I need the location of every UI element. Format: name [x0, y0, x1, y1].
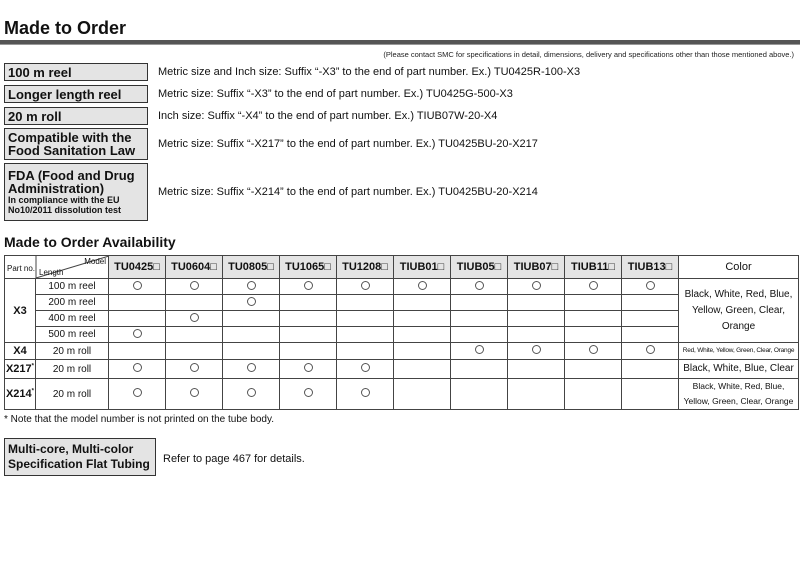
availability-cell [622, 360, 679, 379]
model-header: TU1065□ [280, 256, 337, 279]
available-circle-icon [133, 388, 142, 397]
corner-part-no: Part no. [7, 264, 36, 273]
availability-cell [394, 379, 451, 410]
availability-cell [565, 279, 622, 295]
available-circle-icon [190, 313, 199, 322]
availability-cell [451, 311, 508, 327]
mto-label-100m-reel: 100 m reel [4, 63, 148, 81]
length-cell: 100 m reel [36, 279, 109, 295]
available-circle-icon [304, 281, 313, 290]
availability-cell [394, 311, 451, 327]
available-circle-icon [646, 281, 655, 290]
color-cell: Black, White, Blue, Clear [679, 360, 799, 379]
availability-cell [166, 360, 223, 379]
contact-note: (Please contact SMC for specifications in detail, dimensions, delivery and specifications other than those mentioned above.) [383, 50, 794, 59]
available-circle-icon [361, 281, 370, 290]
availability-cell [508, 295, 565, 311]
table-row [5, 343, 799, 360]
availability-cell [508, 360, 565, 379]
available-circle-icon [247, 281, 256, 290]
availability-cell [109, 311, 166, 327]
available-circle-icon [418, 281, 427, 290]
availability-cell [280, 360, 337, 379]
availability-cell [109, 379, 166, 410]
mto-desc-100m-reel: Metric size and Inch size: Suffix “-X3” to the end of part number. Ex.) TU0425R-100-X3 [158, 66, 581, 78]
footnote: * Note that the model number is not printed on the tube body. [4, 414, 274, 425]
availability-cell [508, 311, 565, 327]
availability-title: Made to Order Availability [4, 234, 176, 250]
available-circle-icon [304, 388, 313, 397]
availability-cell [508, 327, 565, 343]
model-header: TU0805□ [223, 256, 280, 279]
availability-cell [508, 279, 565, 295]
availability-cell [223, 343, 280, 360]
length-cell: 200 m reel [36, 295, 109, 311]
table-row [5, 379, 799, 410]
availability-cell [508, 379, 565, 410]
availability-cell [337, 311, 394, 327]
availability-cell [565, 295, 622, 311]
available-circle-icon [361, 363, 370, 372]
part-no-cell: X217* [5, 360, 36, 379]
availability-cell [451, 360, 508, 379]
available-circle-icon [247, 363, 256, 372]
available-circle-icon [532, 345, 541, 354]
availability-cell [565, 379, 622, 410]
model-header: TU0425□ [109, 256, 166, 279]
available-circle-icon [190, 388, 199, 397]
available-circle-icon [475, 281, 484, 290]
model-header: TIUB13□ [622, 256, 679, 279]
availability-cell [508, 343, 565, 360]
availability-cell [166, 311, 223, 327]
availability-cell [451, 295, 508, 311]
availability-table [4, 255, 799, 410]
availability-cell [109, 360, 166, 379]
availability-cell [565, 360, 622, 379]
table-row [5, 360, 799, 379]
multi-core-reference: Refer to page 467 for details. [163, 453, 305, 465]
availability-cell [223, 295, 280, 311]
page-title: Made to Order [4, 18, 127, 38]
table-row [5, 279, 799, 295]
availability-cell [337, 343, 394, 360]
available-circle-icon [532, 281, 541, 290]
mto-label-fda: FDA (Food and Drug Administration) In compliance with the EU No10/2011 dissolution test [4, 163, 148, 221]
corner-length: Length [39, 268, 64, 277]
available-circle-icon [361, 388, 370, 397]
availability-cell [337, 279, 394, 295]
availability-cell [622, 343, 679, 360]
availability-cell [451, 279, 508, 295]
availability-cell [109, 343, 166, 360]
availability-cell [337, 379, 394, 410]
length-cell: 500 m reel [36, 327, 109, 343]
color-cell: Black, White, Red, Blue, Yellow, Green, Clear, Orange [679, 379, 799, 410]
mto-desc-20m-roll: Inch size: Suffix “-X4” to the end of part number. Ex.) TIUB07W-20-X4 [158, 110, 498, 122]
mto-label-20m-roll: 20 m roll [4, 107, 148, 125]
availability-cell [394, 279, 451, 295]
part-no-cell: X4 [5, 343, 36, 360]
availability-cell [337, 295, 394, 311]
available-circle-icon [133, 281, 142, 290]
availability-cell [166, 327, 223, 343]
available-circle-icon [304, 363, 313, 372]
corner-header [5, 256, 109, 279]
availability-cell [223, 327, 280, 343]
availability-cell [223, 311, 280, 327]
availability-cell [280, 343, 337, 360]
corner-model: Model [84, 257, 106, 266]
available-circle-icon [133, 329, 142, 338]
model-header: TU0604□ [166, 256, 223, 279]
availability-cell [622, 311, 679, 327]
length-cell: 20 m roll [36, 360, 109, 379]
available-circle-icon [190, 363, 199, 372]
availability-cell [622, 295, 679, 311]
availability-cell [280, 327, 337, 343]
mto-desc-food-sanitation: Metric size: Suffix “-X217” to the end of part number. Ex.) TU0425BU-20-X217 [158, 138, 538, 150]
availability-cell [166, 343, 223, 360]
availability-cell [394, 343, 451, 360]
availability-cell [223, 279, 280, 295]
availability-cell [166, 295, 223, 311]
length-cell: 20 m roll [36, 379, 109, 410]
availability-cell [223, 379, 280, 410]
availability-cell [166, 279, 223, 295]
availability-cell [622, 379, 679, 410]
availability-cell [109, 279, 166, 295]
mto-label-longer-reel: Longer length reel [4, 85, 148, 103]
availability-cell [280, 311, 337, 327]
availability-cell [451, 379, 508, 410]
available-circle-icon [589, 281, 598, 290]
availability-cell [280, 379, 337, 410]
availability-cell [451, 343, 508, 360]
availability-cell [280, 279, 337, 295]
multi-core-label: Multi-core, Multi-color Specification Flat Tubing [4, 438, 156, 476]
title-rule-thin [0, 44, 800, 45]
availability-cell [622, 279, 679, 295]
availability-cell [451, 327, 508, 343]
available-circle-icon [247, 388, 256, 397]
model-header: TIUB01□ [394, 256, 451, 279]
available-circle-icon [646, 345, 655, 354]
availability-cell [280, 295, 337, 311]
available-circle-icon [133, 363, 142, 372]
mto-desc-longer-reel: Metric size: Suffix “-X3” to the end of part number. Ex.) TU0425G-500-X3 [158, 88, 513, 100]
model-header: TIUB07□ [508, 256, 565, 279]
available-circle-icon [190, 281, 199, 290]
availability-cell [109, 295, 166, 311]
model-header: TU1208□ [337, 256, 394, 279]
availability-cell [565, 311, 622, 327]
available-circle-icon [589, 345, 598, 354]
availability-cell [166, 379, 223, 410]
model-header: TIUB05□ [451, 256, 508, 279]
availability-cell [622, 327, 679, 343]
length-cell: 20 m roll [36, 343, 109, 360]
available-circle-icon [475, 345, 484, 354]
mto-label-food-sanitation: Compatible with the Food Sanitation Law [4, 128, 148, 160]
availability-cell [565, 327, 622, 343]
available-circle-icon [247, 297, 256, 306]
part-no-cell: X3 [5, 279, 36, 343]
color-cell: Red, White, Yellow, Green, Clear, Orange [679, 343, 799, 360]
availability-cell [394, 360, 451, 379]
mto-label-fda-note: In compliance with the EU No10/2011 dissolution test [8, 195, 122, 215]
color-cell: Black, White, Red, Blue, Yellow, Green, Clear, Orange [679, 279, 799, 343]
availability-cell [565, 343, 622, 360]
availability-cell [223, 360, 280, 379]
availability-cell [394, 295, 451, 311]
length-cell: 400 m reel [36, 311, 109, 327]
model-header: TIUB11□ [565, 256, 622, 279]
availability-cell [337, 360, 394, 379]
color-header: Color [679, 256, 799, 279]
mto-desc-fda: Metric size: Suffix “-X214” to the end of part number. Ex.) TU0425BU-20-X214 [158, 186, 538, 198]
availability-cell [394, 327, 451, 343]
part-no-cell: X214* [5, 379, 36, 410]
availability-cell [337, 327, 394, 343]
availability-cell [109, 327, 166, 343]
